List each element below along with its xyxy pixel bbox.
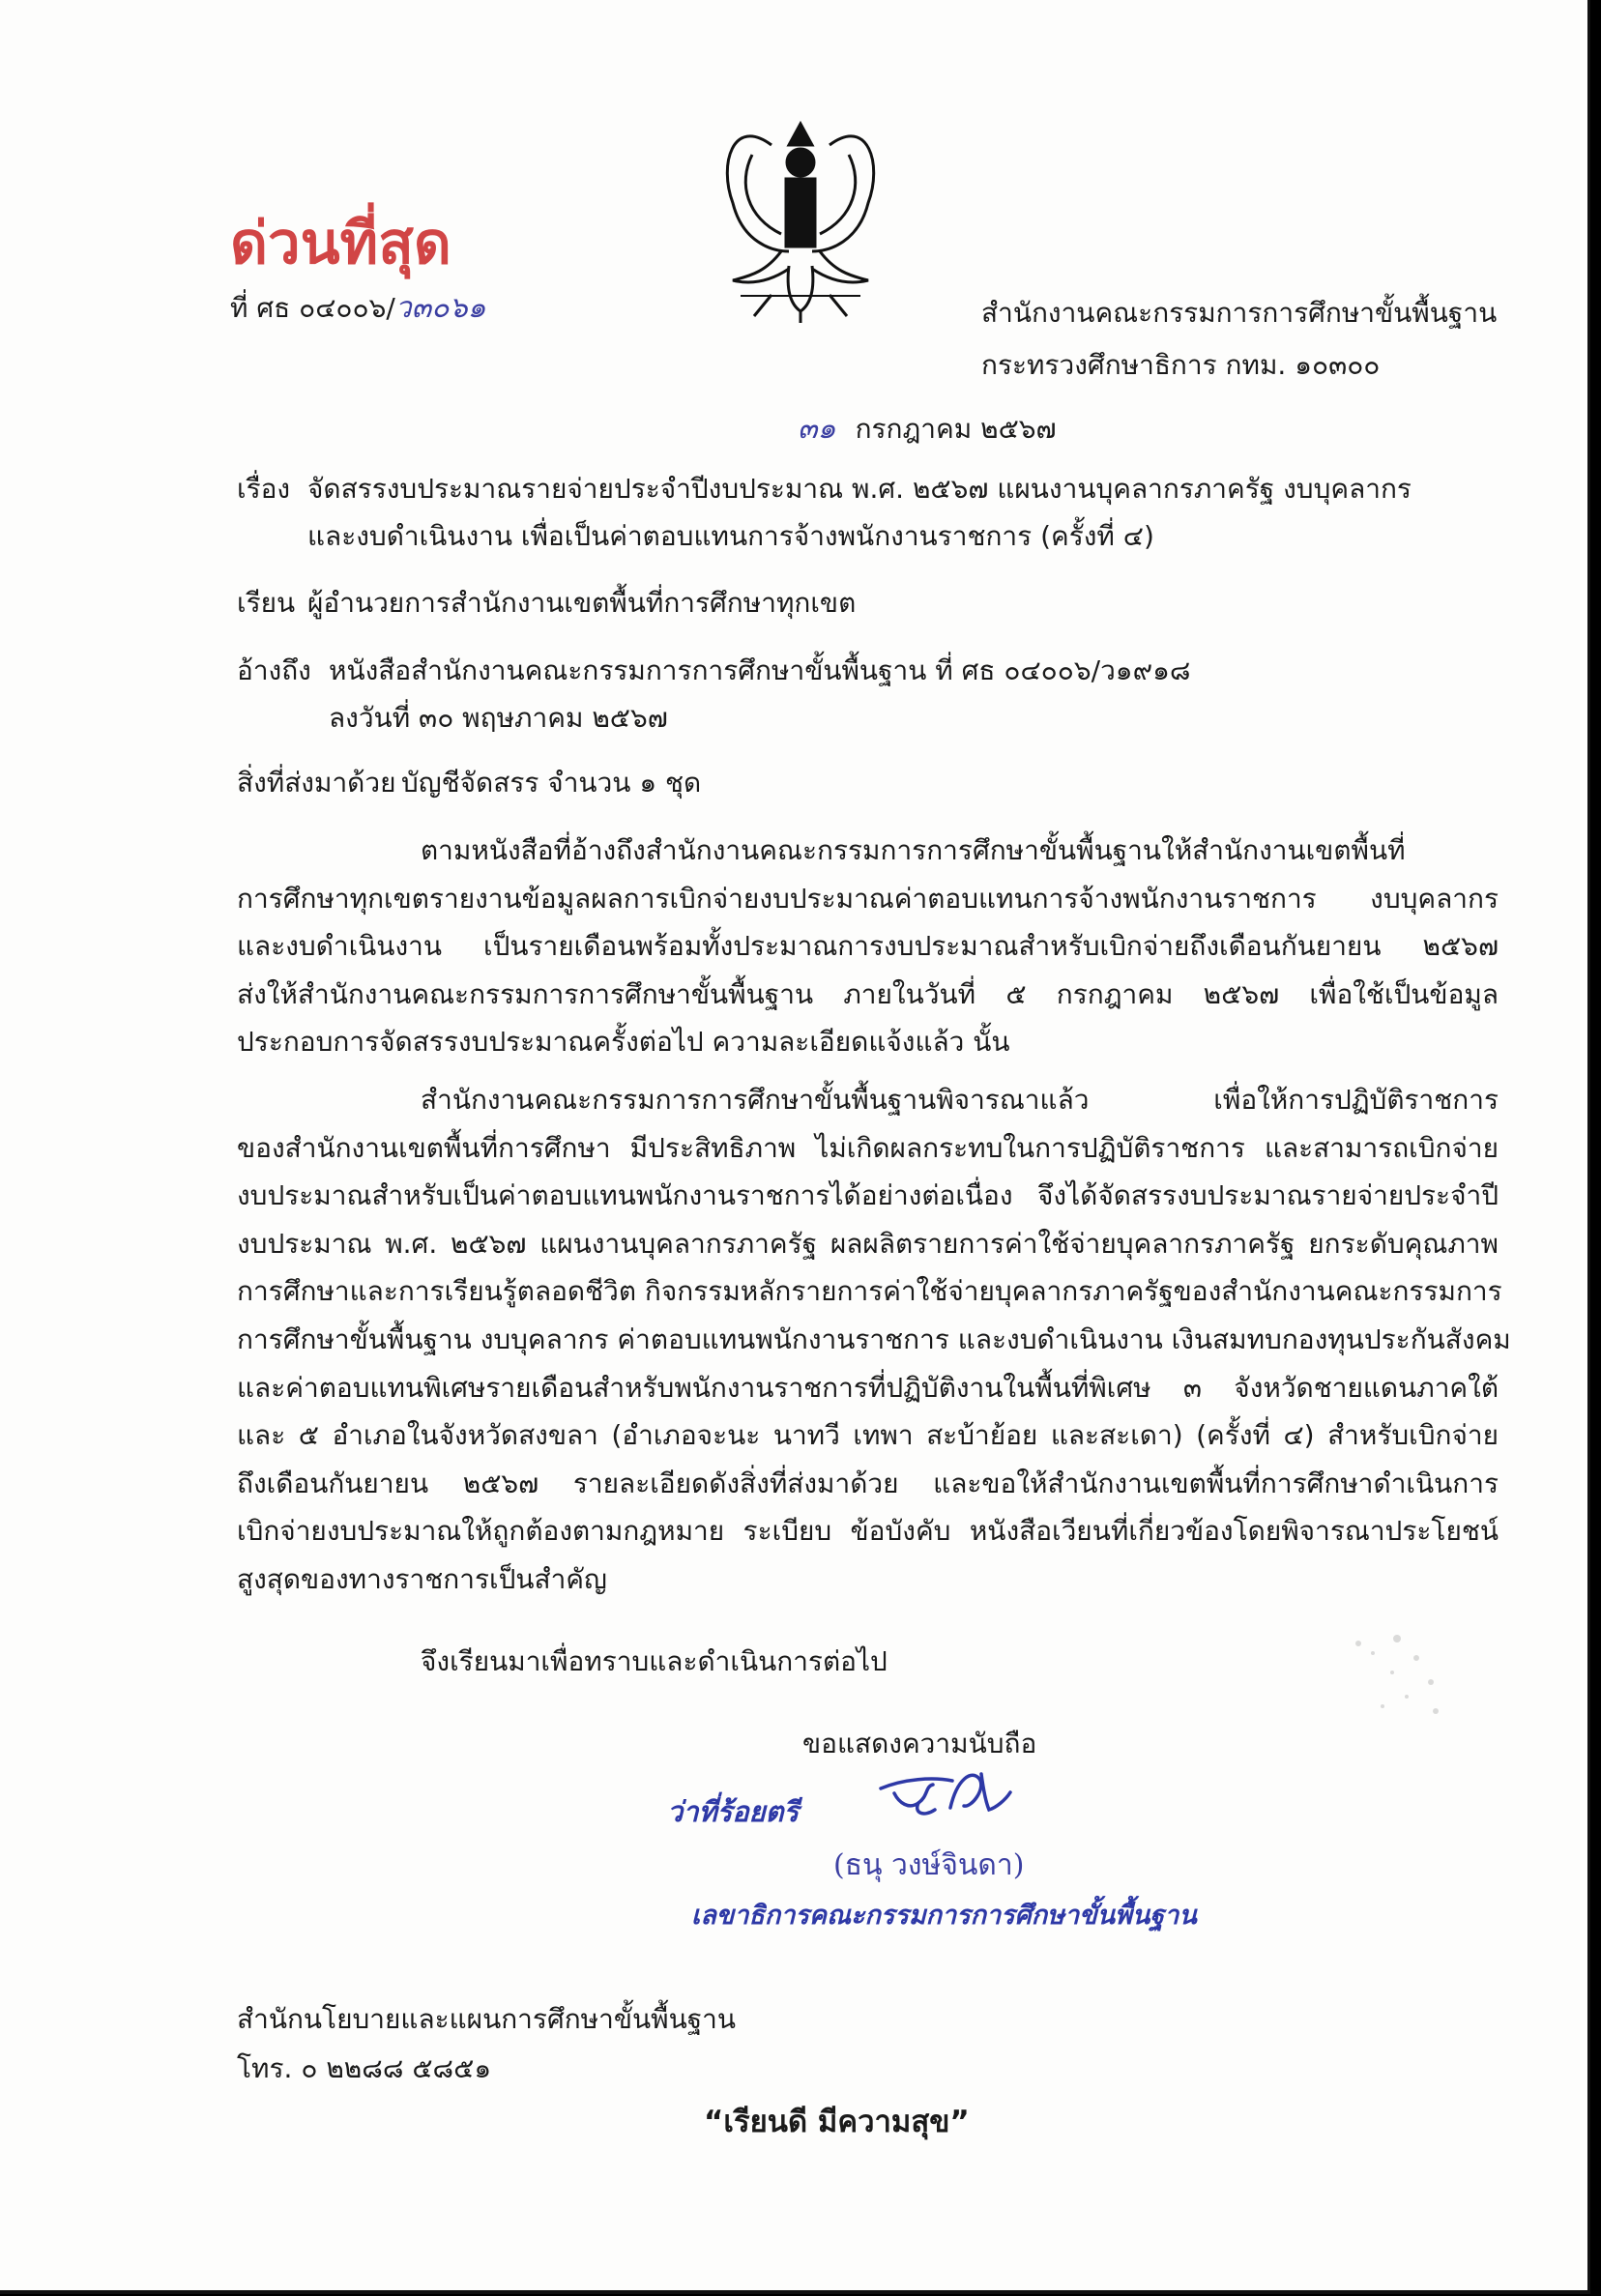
office-name: สำนักงานคณะกรรมการการศึกษาขั้นพื้นฐาน (981, 297, 1498, 329)
recipient-label: เรียน (237, 587, 296, 619)
reference-label: อ้างถึง (237, 654, 311, 686)
paragraph-line: ตามหนังสือที่อ้างถึงสำนักงานคณะกรรมการการศึกษาขั้นพื้นฐานให้สำนักงานเขตพื้นที่ (421, 834, 1406, 866)
paragraph-line: งบประมาณ พ.ศ. ๒๕๖๗ แผนงานบุคลากรภาครัฐ ผลผลิตรายการค่าใช้จ่ายบุคลากรภาครัฐ ยกระดับคุณภาพ (237, 1227, 1499, 1260)
closing-request: จึงเรียนมาเพื่อทราบและดำเนินการต่อไป (421, 1645, 888, 1677)
signer-rank: ว่าที่ร้อยตรี (667, 1795, 800, 1828)
garuda-emblem-icon (713, 106, 888, 329)
reference-line-1: หนังสือสำนักงานคณะกรรมการการศึกษาขั้นพื้นฐาน ที่ ศธ ๐๔๐๐๖/ว๑๙๑๘ (329, 654, 1191, 686)
paragraph-line: การศึกษาขั้นพื้นฐาน งบบุคลากร ค่าตอบแทนพนักงานราชการ และงบดำเนินงาน เงินสมทบกองทุนประกันสังคม (237, 1322, 1511, 1355)
subject-label: เรื่อง (237, 473, 291, 505)
paragraph-line: เบิกจ่ายงบประมาณให้ถูกต้องตามกฎหมาย ระเบียบ ข้อบังคับ หนังสือเวียนที่เกี่ยวข้องโดยพิจารณาประโยชน์ (237, 1515, 1499, 1548)
paragraph-line: การศึกษาทุกเขตรายงานข้อมูลผลการเบิกจ่ายงบประมาณค่าตอบแทนการจ้างพนักงานราชการ งบบุคลากร (237, 882, 1499, 915)
reference-number-handwritten: ว๓๐๖๑ (394, 291, 486, 325)
signer-position: เลขาธิการคณะกรรมการการศึกษาขั้นพื้นฐาน (691, 1901, 1197, 1931)
paragraph-line: สูงสุดของทางราชการเป็นสำคัญ (237, 1562, 607, 1595)
document-date (798, 412, 1057, 446)
paragraph-line: และงบดำเนินงาน เป็นรายเดือนพร้อมทั้งประมาณการงบประมาณสำหรับเบิกจ่ายถึงเดือนกันยายน ๒๕๖๗ (237, 930, 1499, 963)
paragraph-line: ถึงเดือนกันยายน ๒๕๖๗ รายละเอียดดังสิ่งที่ส่งมาด้วย และขอให้สำนักงานเขตพื้นที่การศึกษาดำเนินการ (237, 1467, 1499, 1499)
reference-line-2: ลงวันที่ ๓๐ พฤษภาคม ๒๕๖๗ (329, 702, 668, 734)
office-address: กระทรวงศึกษาธิการ กทม. ๑๐๓๐๐ (981, 349, 1381, 381)
handwritten-signature (875, 1750, 1020, 1837)
paragraph-line: การศึกษาและการเรียนรู้ตลอดชีวิต กิจกรรมหลักรายการค่าใช้จ่ายบุคลากรภาครัฐของสำนักงานคณะกรรมการ (237, 1275, 1502, 1308)
body-paragraph-1 (237, 827, 1499, 1066)
paragraph-line: ประกอบการจัดสรรงบประมาณครั้งต่อไป ความละเอียดแจ้งแล้ว นั้น (237, 1026, 1010, 1059)
scan-smudge (1339, 1629, 1455, 1735)
footer-phone: โทร. ๐ ๒๒๘๘ ๕๘๕๑ (237, 2052, 492, 2084)
footer-department: สำนักนโยบายและแผนการศึกษาขั้นพื้นฐาน (237, 2003, 737, 2035)
paragraph-line: และค่าตอบแทนพิเศษรายเดือนสำหรับพนักงานราชการที่ปฏิบัติงานในพื้นที่พิเศษ ๓ จังหวัดชายแดนภาคใต้ (237, 1371, 1499, 1404)
enclosure-value: บัญชีจัดสรร จำนวน ๑ ชุด (401, 767, 702, 799)
reference-prefix: ที่ ศธ ๐๔๐๐๖/ (230, 292, 395, 324)
date-day-handwritten: ๓๑ (798, 412, 836, 446)
footer-slogan: “เรียนดี มีความสุข” (704, 2105, 970, 2139)
paragraph-line: ส่งให้สำนักงานคณะกรรมการการศึกษาขั้นพื้นฐาน ภายในวันที่ ๕ กรกฎาคม ๒๕๖๗ เพื่อใช้เป็นข้อมูล (237, 977, 1499, 1010)
paragraph-line: งบประมาณสำหรับเป็นค่าตอบแทนพนักงานราชการได้อย่างต่อเนื่อง จึงได้จัดสรรงบประมาณรายจ่ายประจำปี (237, 1179, 1499, 1212)
paragraph-line: ของสำนักงานเขตพื้นที่การศึกษา มีประสิทธิภาพ ไม่เกิดผลกระทบในการปฏิบัติราชการ และสามารถเบิกจ่าย (237, 1131, 1499, 1164)
paragraph-line: สำนักงานคณะกรรมการการศึกษาขั้นพื้นฐานพิจารณาแล้ว เพื่อให้การปฏิบัติราชการ (421, 1084, 1499, 1116)
signer-name: (ธนุ วงษ์จินดา) (833, 1848, 1025, 1882)
recipient-value: ผู้อำนวยการสำนักงานเขตพื้นที่การศึกษาทุกเขต (307, 587, 857, 619)
paragraph-line: และ ๕ อำเภอในจังหวัดสงขลา (อำเภอจะนะ นาทวี เทพา สะบ้าย้อย และสะเดา) (ครั้งที่ ๔) สำหรับเบิกจ่าย (237, 1419, 1499, 1452)
enclosure-label: สิ่งที่ส่งมาด้วย (237, 767, 396, 799)
document-reference (230, 291, 486, 325)
urgency-label: ด่วนที่สุด (230, 210, 451, 277)
date-month-year: กรกฎาคม ๒๕๖๗ (855, 413, 1057, 445)
closing-salutation: ขอแสดงความนับถือ (802, 1728, 1037, 1759)
body-paragraph-2 (237, 1076, 1511, 1604)
subject-line-2: และงบดำเนินงาน เพื่อเป็นค่าตอบแทนการจ้างพนักงานราชการ (ครั้งที่ ๔) (307, 520, 1154, 552)
subject-line-1: จัดสรรงบประมาณรายจ่ายประจำปีงบประมาณ พ.ศ. ๒๕๖๗ แผนงานบุคลากรภาครัฐ งบบุคลากร (307, 473, 1412, 505)
